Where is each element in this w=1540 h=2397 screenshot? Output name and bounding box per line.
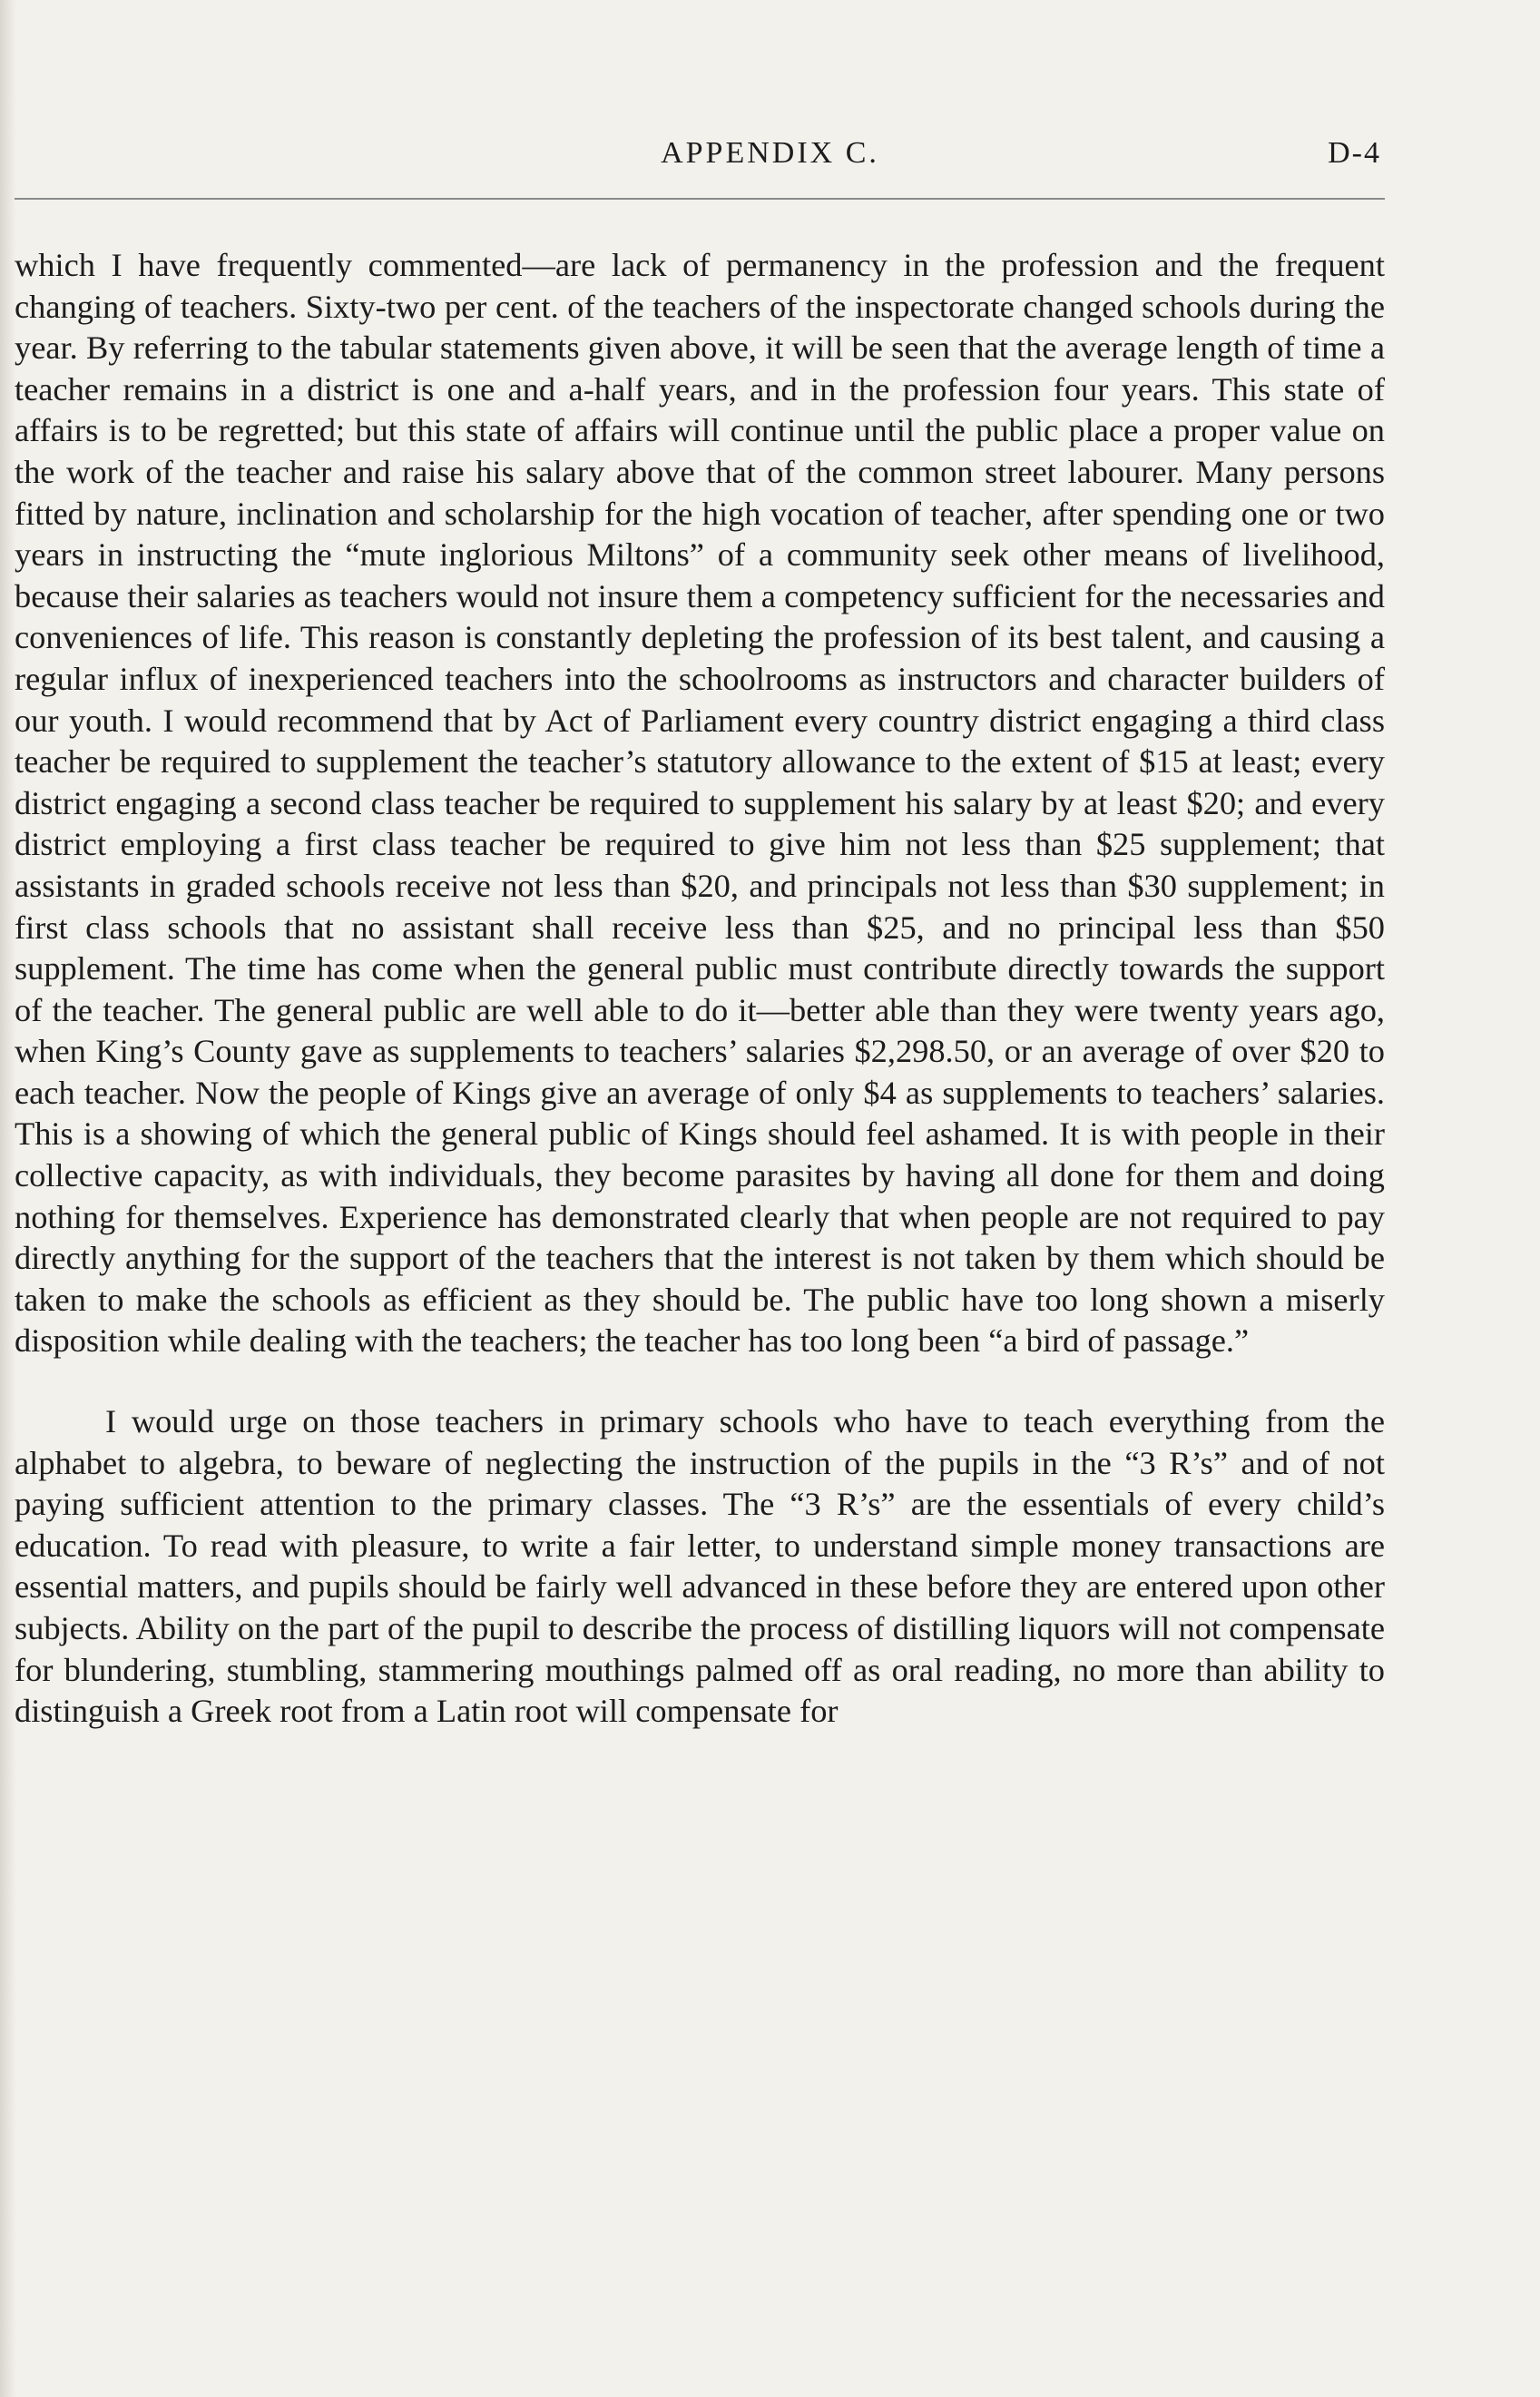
page-number: D-4 [1328, 136, 1381, 170]
paragraph-1: which I have frequently commented—are lack of permanency in the profession and the frequent changing of teachers. Sixty-two per cent. of the teachers of the inspectorate changed schools during the year. By referring to the tabular statements given above, it will be seen that the average length of time a teacher remains in a district is one and a-half years, and in the profession four years. This state of affairs is to be regretted; but this state of affairs will continue until the public place a proper value on the work of the teacher and raise his salary above that of the common street labourer. Many persons fitted by nature, inclination and scholarship for the high vocation of teacher, after spending one or two years in instructing the “mute inglorious Miltons” of a community seek other means of livelihood, because their salaries as teachers would not insure them a competency sufficient for the necessaries and conveniences of life. This reason is constantly depleting the profession of its best talent, and causing a regular influx of inexperienced teachers into the schoolrooms as instructors and character builders of our youth. I would recommend that by Act of Parliament every country district engaging a third class teacher be required to supplement the teacher’s statutory allowance to the extent of $15 at least; every district engaging a second class teacher be required to supplement his salary by at least $20; and every district employing a first class teacher be required to give him not less than $25 supplement; that assistants in graded schools receive not less than $20, and principals not less than $30 supplement; in first class schools that no assistant shall receive less than $25, and no principal less than $50 supplement. The time has come when the general public must contribute directly towards the support of the teacher. The general public are well able to do it—better able than they were twenty years ago, when King’s County gave as supplements to teachers’ salaries $2,298.50, or an average of over $20 to each teacher. Now the people of Kings give an average of only $4 as supplements to teachers’ salaries. This is a showing of which the general public of Kings should feel ashamed. It is with people in their collective capacity, as with individuals, they become parasites by having all done for them and doing nothing for themselves. Experience has demonstrated clearly that when people are not required to pay directly anything for the support of the teachers that the interest is not taken by them which should be taken to make the schools as efficient as they should be. The public have too long shown a miserly disposition while dealing with the teachers; the teacher has too long been “a bird of passage.” [15, 247, 1385, 1360]
running-head: APPENDIX C. [661, 136, 879, 170]
body-text [15, 245, 1385, 1733]
header-rule [15, 198, 1385, 200]
page-header [0, 136, 1540, 191]
paragraph-2: I would urge on those teachers in primary schools who have to teach everything from the alphabet to algebra, to beware of neglecting the instruction of the pupils in the “3 R’s” and of not paying sufficient attention to the primary classes. The “3 R’s” are the essentials of every child’s education. To read with pleasure, to write a fair letter, to understand simple money transactions are essential matters, and pupils should be fairly well advanced in these before they are entered upon other subjects. Ability on the part of the pupil to describe the process of distilling liquors will not compensate for blundering, stumbling, stammering mouthings palmed off as oral reading, no more than ability to distinguish a Greek root from a Latin root will compensate for [15, 1403, 1385, 1730]
